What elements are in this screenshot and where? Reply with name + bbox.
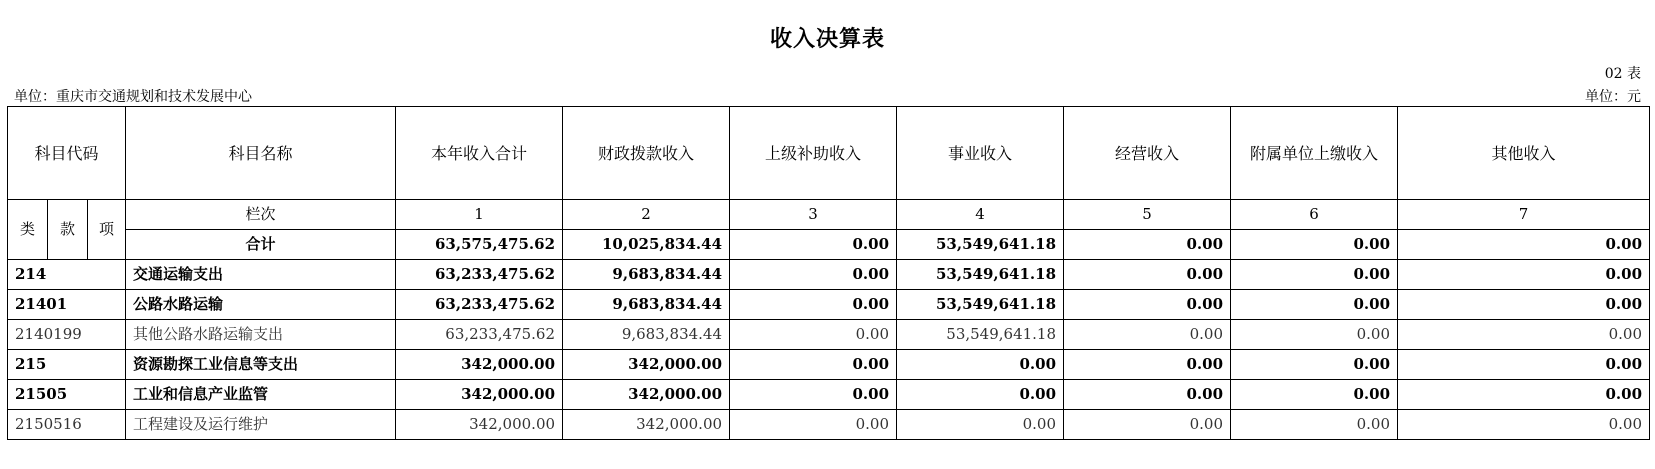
row-value: 9,683,834.44 [563, 320, 730, 350]
header-col-7: 其他收入 [1398, 107, 1650, 200]
row-name: 工业和信息产业监管 [126, 380, 396, 410]
row-value: 0.00 [1064, 260, 1231, 290]
table-row [8, 290, 1650, 320]
header-xiang: 项 [88, 200, 126, 260]
row-code: 2140199 [8, 320, 126, 350]
row-value: 53,549,641.18 [897, 320, 1064, 350]
col-number: 2 [563, 200, 730, 230]
row-value: 63,233,475.62 [396, 320, 563, 350]
row-value: 342,000.00 [563, 380, 730, 410]
row-value: 342,000.00 [396, 410, 563, 440]
row-value: 0.00 [730, 410, 897, 440]
row-value: 0.00 [1064, 320, 1231, 350]
header-name: 科目名称 [126, 107, 396, 200]
row-value: 0.00 [897, 350, 1064, 380]
row-value: 0.00 [730, 380, 897, 410]
total-value: 0.00 [1398, 230, 1650, 260]
row-value: 0.00 [1231, 410, 1398, 440]
total-value: 63,575,475.62 [396, 230, 563, 260]
row-code: 2150516 [8, 410, 126, 440]
row-value: 9,683,834.44 [563, 260, 730, 290]
col-number: 6 [1231, 200, 1398, 230]
form-number: 02 表 [1604, 66, 1641, 82]
col-number: 5 [1064, 200, 1231, 230]
header-kuan: 款 [48, 200, 88, 260]
total-label: 合计 [126, 230, 396, 260]
row-value: 0.00 [1231, 320, 1398, 350]
table-row [8, 380, 1650, 410]
total-value: 0.00 [1231, 230, 1398, 260]
row-value: 53,549,641.18 [897, 290, 1064, 320]
header-code: 科目代码 [8, 107, 126, 200]
row-value: 342,000.00 [563, 350, 730, 380]
row-value: 0.00 [1231, 350, 1398, 380]
row-code: 214 [8, 260, 126, 290]
row-value: 0.00 [1064, 350, 1231, 380]
row-name: 工程建设及运行维护 [126, 410, 396, 440]
row-value: 0.00 [730, 260, 897, 290]
header-col-5: 经营收入 [1064, 107, 1231, 200]
table-row [8, 410, 1650, 440]
header-col-4: 事业收入 [897, 107, 1064, 200]
col-number: 1 [396, 200, 563, 230]
total-value: 0.00 [730, 230, 897, 260]
row-code: 215 [8, 350, 126, 380]
row-value: 342,000.00 [396, 350, 563, 380]
row-value: 0.00 [730, 350, 897, 380]
unit-currency: 单位：元 [1585, 89, 1641, 105]
row-value: 0.00 [730, 290, 897, 320]
header-col-3: 上级补助收入 [730, 107, 897, 200]
total-value: 53,549,641.18 [897, 230, 1064, 260]
total-value: 10,025,834.44 [563, 230, 730, 260]
income-table [7, 106, 1650, 440]
row-value: 0.00 [1064, 290, 1231, 320]
row-value: 0.00 [1398, 290, 1650, 320]
row-value: 342,000.00 [396, 380, 563, 410]
header-lei: 类 [8, 200, 48, 260]
row-value: 63,233,475.62 [396, 290, 563, 320]
report-title: 收入决算表 [769, 26, 885, 52]
header-col-1: 本年收入合计 [396, 107, 563, 200]
total-value: 0.00 [1064, 230, 1231, 260]
row-value: 0.00 [1231, 380, 1398, 410]
header-col-6: 附属单位上缴收入 [1231, 107, 1398, 200]
col-number: 3 [730, 200, 897, 230]
row-value: 0.00 [1398, 350, 1650, 380]
row-value: 0.00 [1231, 290, 1398, 320]
table-row [8, 260, 1650, 290]
col-number: 4 [897, 200, 1064, 230]
row-value: 0.00 [1064, 410, 1231, 440]
table-row [8, 350, 1650, 380]
row-value: 0.00 [897, 380, 1064, 410]
row-value: 9,683,834.44 [563, 290, 730, 320]
row-value: 0.00 [1231, 260, 1398, 290]
row-value: 0.00 [1398, 260, 1650, 290]
row-value: 342,000.00 [563, 410, 730, 440]
row-value: 53,549,641.18 [897, 260, 1064, 290]
row-value: 0.00 [1398, 410, 1650, 440]
row-name: 资源勘探工业信息等支出 [126, 350, 396, 380]
header-row [8, 107, 1650, 200]
row-name: 公路水路运输 [126, 290, 396, 320]
row-name: 交通运输支出 [126, 260, 396, 290]
row-value: 63,233,475.62 [396, 260, 563, 290]
row-value: 0.00 [1398, 320, 1650, 350]
col-number: 7 [1398, 200, 1650, 230]
row-value: 0.00 [730, 320, 897, 350]
column-number-row [8, 200, 1650, 230]
row-name: 其他公路水路运输支出 [126, 320, 396, 350]
unit-organization: 单位：重庆市交通规划和技术发展中心 [14, 89, 252, 105]
row-code: 21401 [8, 290, 126, 320]
row-value: 0.00 [1398, 380, 1650, 410]
row-value: 0.00 [897, 410, 1064, 440]
header-col-2: 财政拨款收入 [563, 107, 730, 200]
row-code: 21505 [8, 380, 126, 410]
header-lanci: 栏次 [126, 200, 396, 230]
total-row [8, 230, 1650, 260]
table-row [8, 320, 1650, 350]
row-value: 0.00 [1064, 380, 1231, 410]
